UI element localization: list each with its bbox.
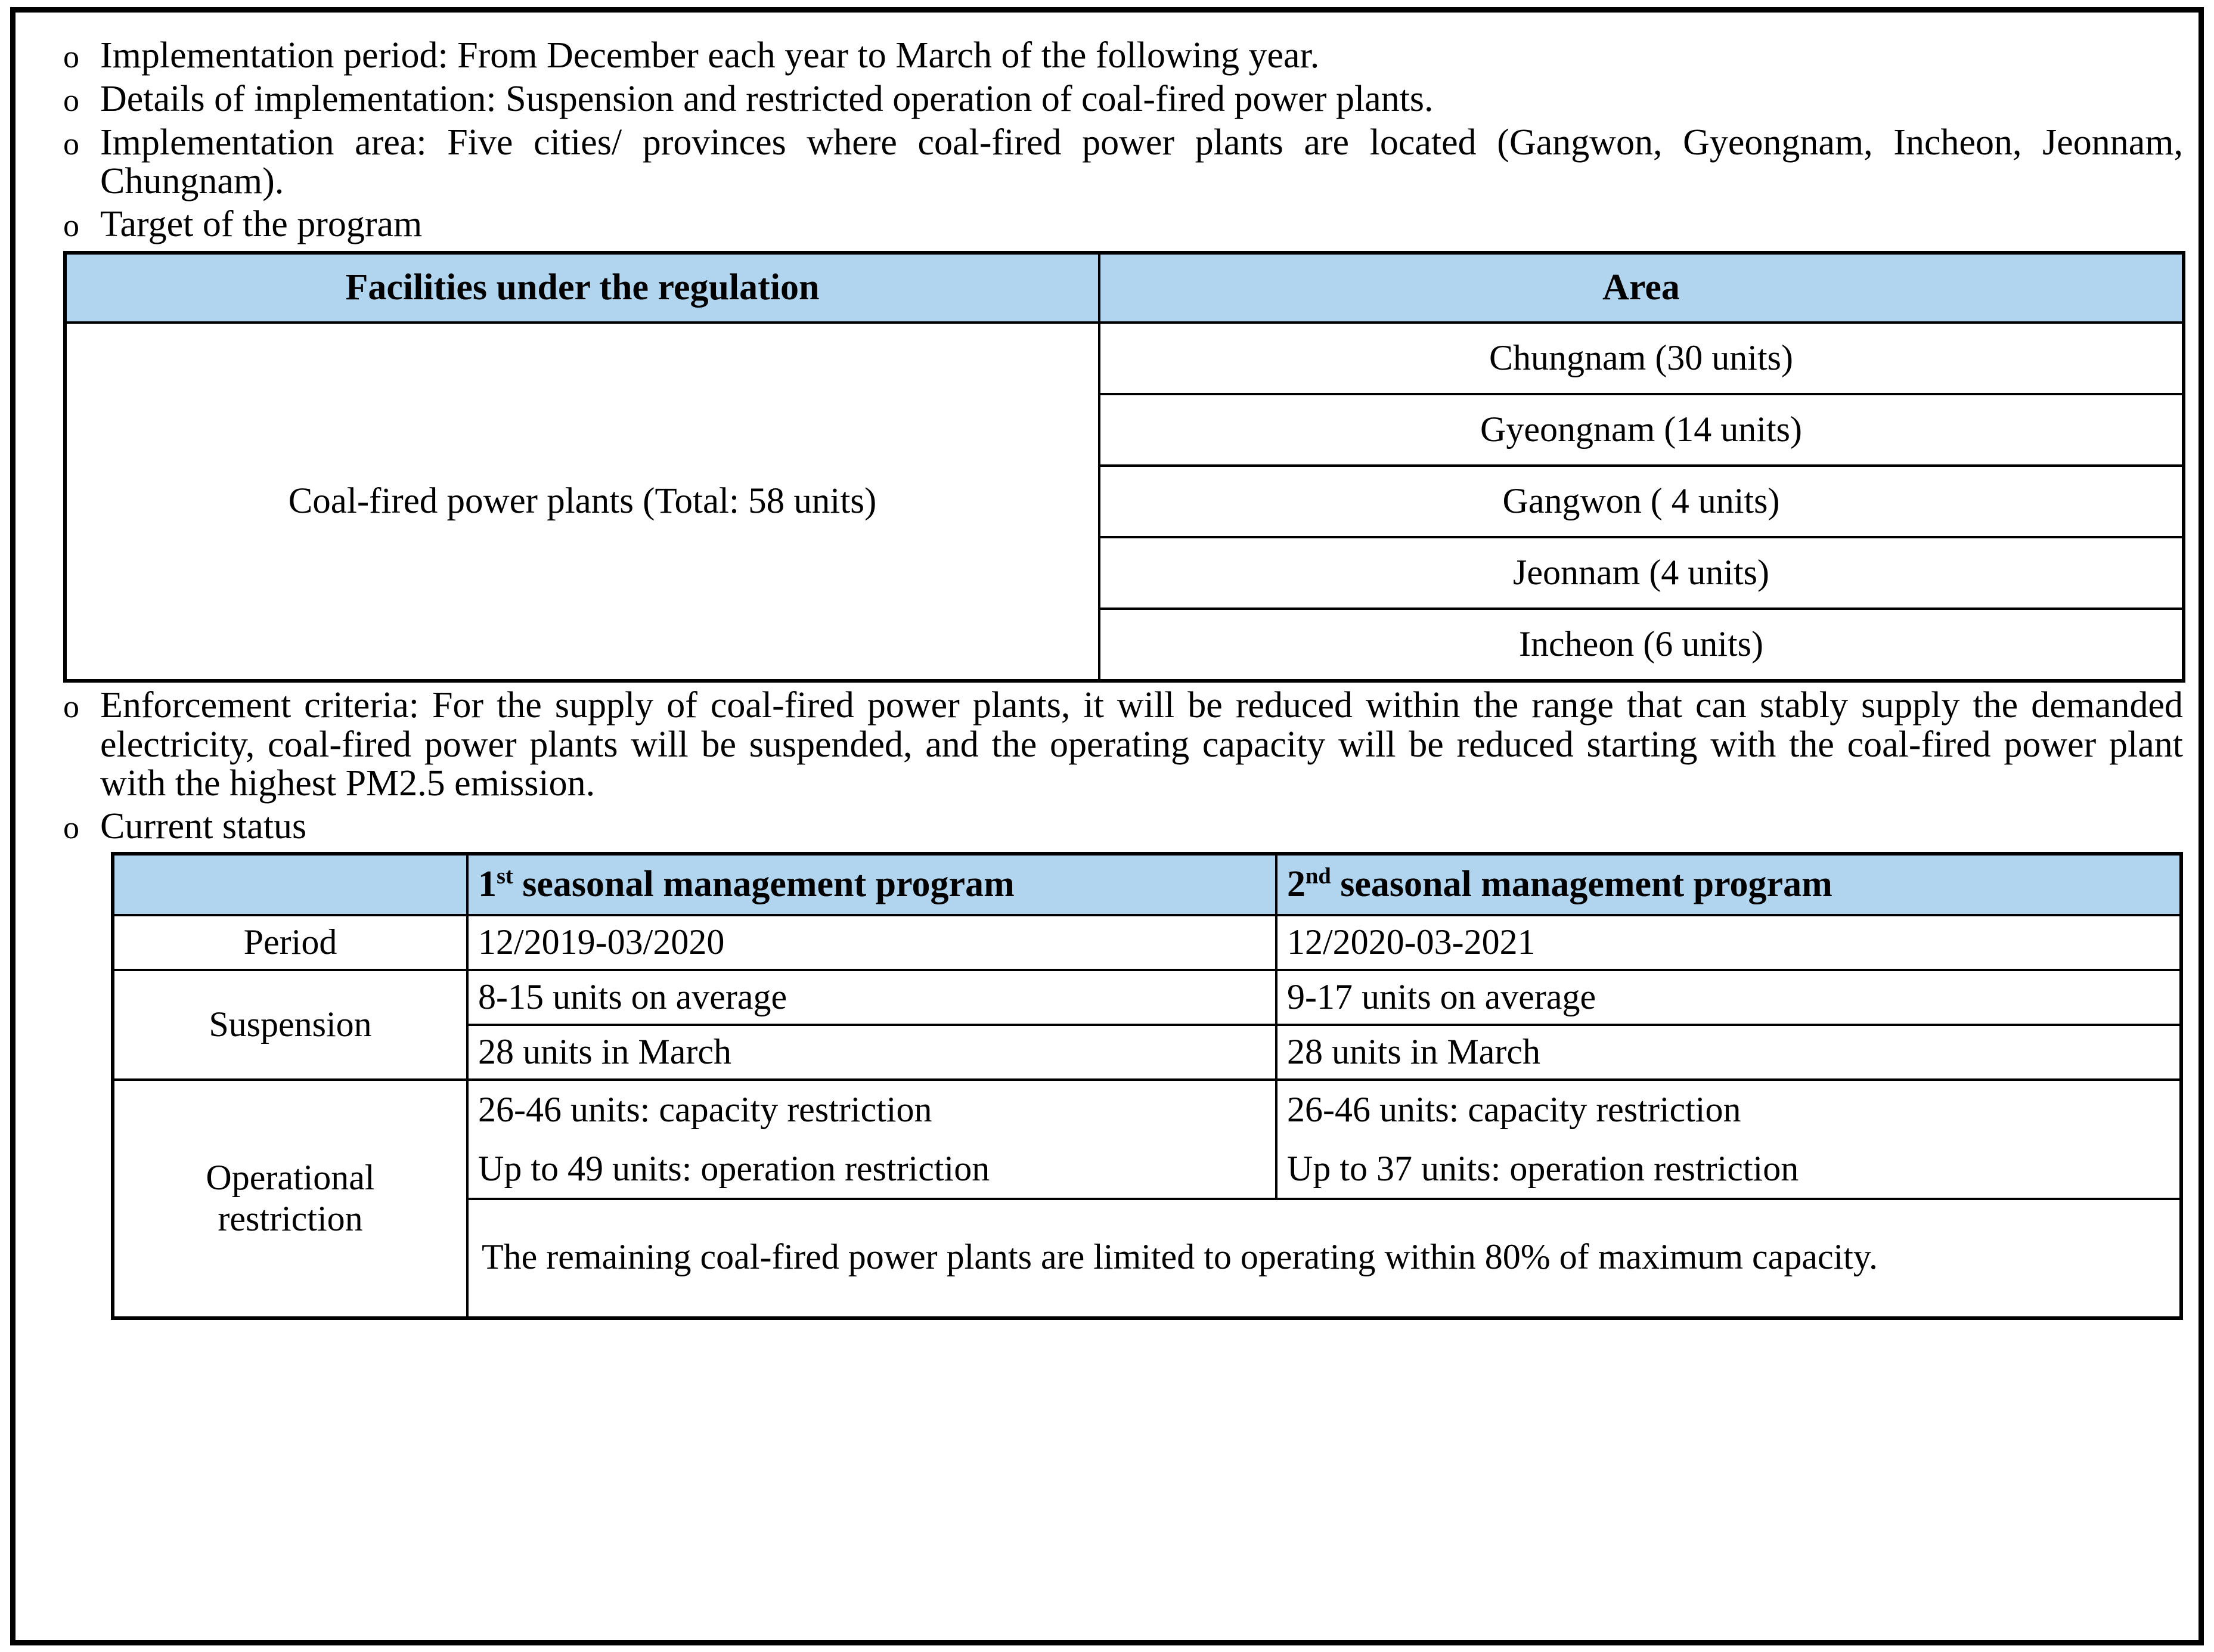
table-row-period (113, 915, 2181, 970)
document-outer-border (10, 7, 2204, 1645)
row-label-operational-line-1: Operational (206, 1158, 375, 1198)
bullet-marker-icon: o (63, 125, 79, 162)
target-program-table (63, 251, 2185, 683)
bullet-marker-icon: o (63, 39, 79, 75)
bullet-target-of-program (63, 205, 2183, 245)
current-status-table (111, 852, 2183, 1320)
column-header-corner (113, 854, 467, 915)
bullet-marker-icon: o (63, 688, 79, 724)
row-label-operational-line-2: restriction (218, 1199, 363, 1239)
area-cell-gyeongnam: Gyeongnam (14 units) (1099, 394, 2184, 466)
column-header-facilities: Facilities under the regulation (65, 253, 1099, 323)
column-header-program-2 (1276, 854, 2181, 915)
operational-program-1-line-1: 26-46 units: capacity restriction (478, 1089, 932, 1129)
row-label-operational-restriction (113, 1080, 467, 1318)
table-header-row (65, 253, 2184, 323)
remaining-plants-note: The remaining coal-fired power plants are limited to operating within 80% of maximum capacity. (467, 1199, 2181, 1318)
table-row-suspension-average (113, 970, 2181, 1025)
column-header-program-1 (467, 854, 1276, 915)
table-row-operational-restriction (113, 1080, 2181, 1199)
bullet-details-of-implementation-text: Details of implementation: Suspension and restricted operation of coal-fired power plants. (100, 78, 1434, 119)
area-cell-incheon: Incheon (6 units) (1099, 609, 2184, 681)
bullet-implementation-period-text: Implementation period: From December each year to March of the following year. (100, 35, 1320, 76)
period-program-1-value: 12/2019-03/2020 (467, 915, 1276, 970)
bullet-enforcement-criteria-text: Enforcement criteria: For the supply of coal-fired power plants, it will be reduced within the range that can stably supply the demanded electricity, coal-fired power plants will be suspended, and the operating capacity will be reduced starting with the coal-fired power plant with the highest PM2.5 emission. (100, 684, 2183, 804)
program-2-label: seasonal management program (1331, 864, 1832, 905)
table-row (65, 323, 2184, 394)
current-status-table-wrapper (63, 852, 2183, 1320)
period-program-2-value: 12/2020-03-2021 (1276, 915, 2181, 970)
bullet-implementation-period (63, 36, 2183, 76)
row-label-suspension: Suspension (113, 970, 467, 1080)
operational-program-2-line-2: Up to 37 units: operation restriction (1287, 1148, 1799, 1188)
table-header-row (113, 854, 2181, 915)
bullet-target-of-program-text: Target of the program (100, 204, 423, 245)
facility-label-cell: Coal-fired power plants (Total: 58 units) (65, 323, 1099, 681)
program-2-ordinal: 2 (1287, 864, 1306, 905)
bullet-details-of-implementation (63, 80, 2183, 120)
bullet-implementation-area-text: Implementation area: Five cities/ provinces where coal-fired power plants are located (Gangwon, Gyeongnam, Incheon, Jeonnam, Chungnam). (100, 122, 2183, 202)
program-1-ordinal-suffix: st (497, 863, 513, 889)
program-1-label: seasonal management program (513, 864, 1015, 905)
row-label-period: Period (113, 915, 467, 970)
operational-program-2-cell (1276, 1080, 2181, 1199)
suspension-average-program-1-value: 8-15 units on average (467, 970, 1276, 1025)
bullet-current-status-text: Current status (100, 805, 307, 847)
bullet-marker-icon: o (63, 207, 79, 244)
suspension-average-program-2-value: 9-17 units on average (1276, 970, 2181, 1025)
bullet-enforcement-criteria (63, 686, 2183, 804)
bullet-current-status (63, 807, 2183, 847)
document-content (63, 36, 2183, 1320)
area-cell-gangwon: Gangwon ( 4 units) (1099, 466, 2184, 537)
operational-program-2-line-1: 26-46 units: capacity restriction (1287, 1089, 1741, 1129)
area-cell-jeonnam: Jeonnam (4 units) (1099, 537, 2184, 609)
bullet-implementation-area (63, 123, 2183, 202)
operational-program-1-line-2: Up to 49 units: operation restriction (478, 1148, 990, 1188)
area-cell-chungnam: Chungnam (30 units) (1099, 323, 2184, 394)
program-1-ordinal: 1 (478, 864, 497, 905)
suspension-march-program-1-value: 28 units in March (467, 1025, 1276, 1080)
column-header-area: Area (1099, 253, 2184, 323)
suspension-march-program-2-value: 28 units in March (1276, 1025, 2181, 1080)
program-2-ordinal-suffix: nd (1306, 863, 1331, 889)
operational-program-1-cell (467, 1080, 1276, 1199)
bullet-marker-icon: o (63, 82, 79, 118)
bullet-marker-icon: o (63, 809, 79, 845)
